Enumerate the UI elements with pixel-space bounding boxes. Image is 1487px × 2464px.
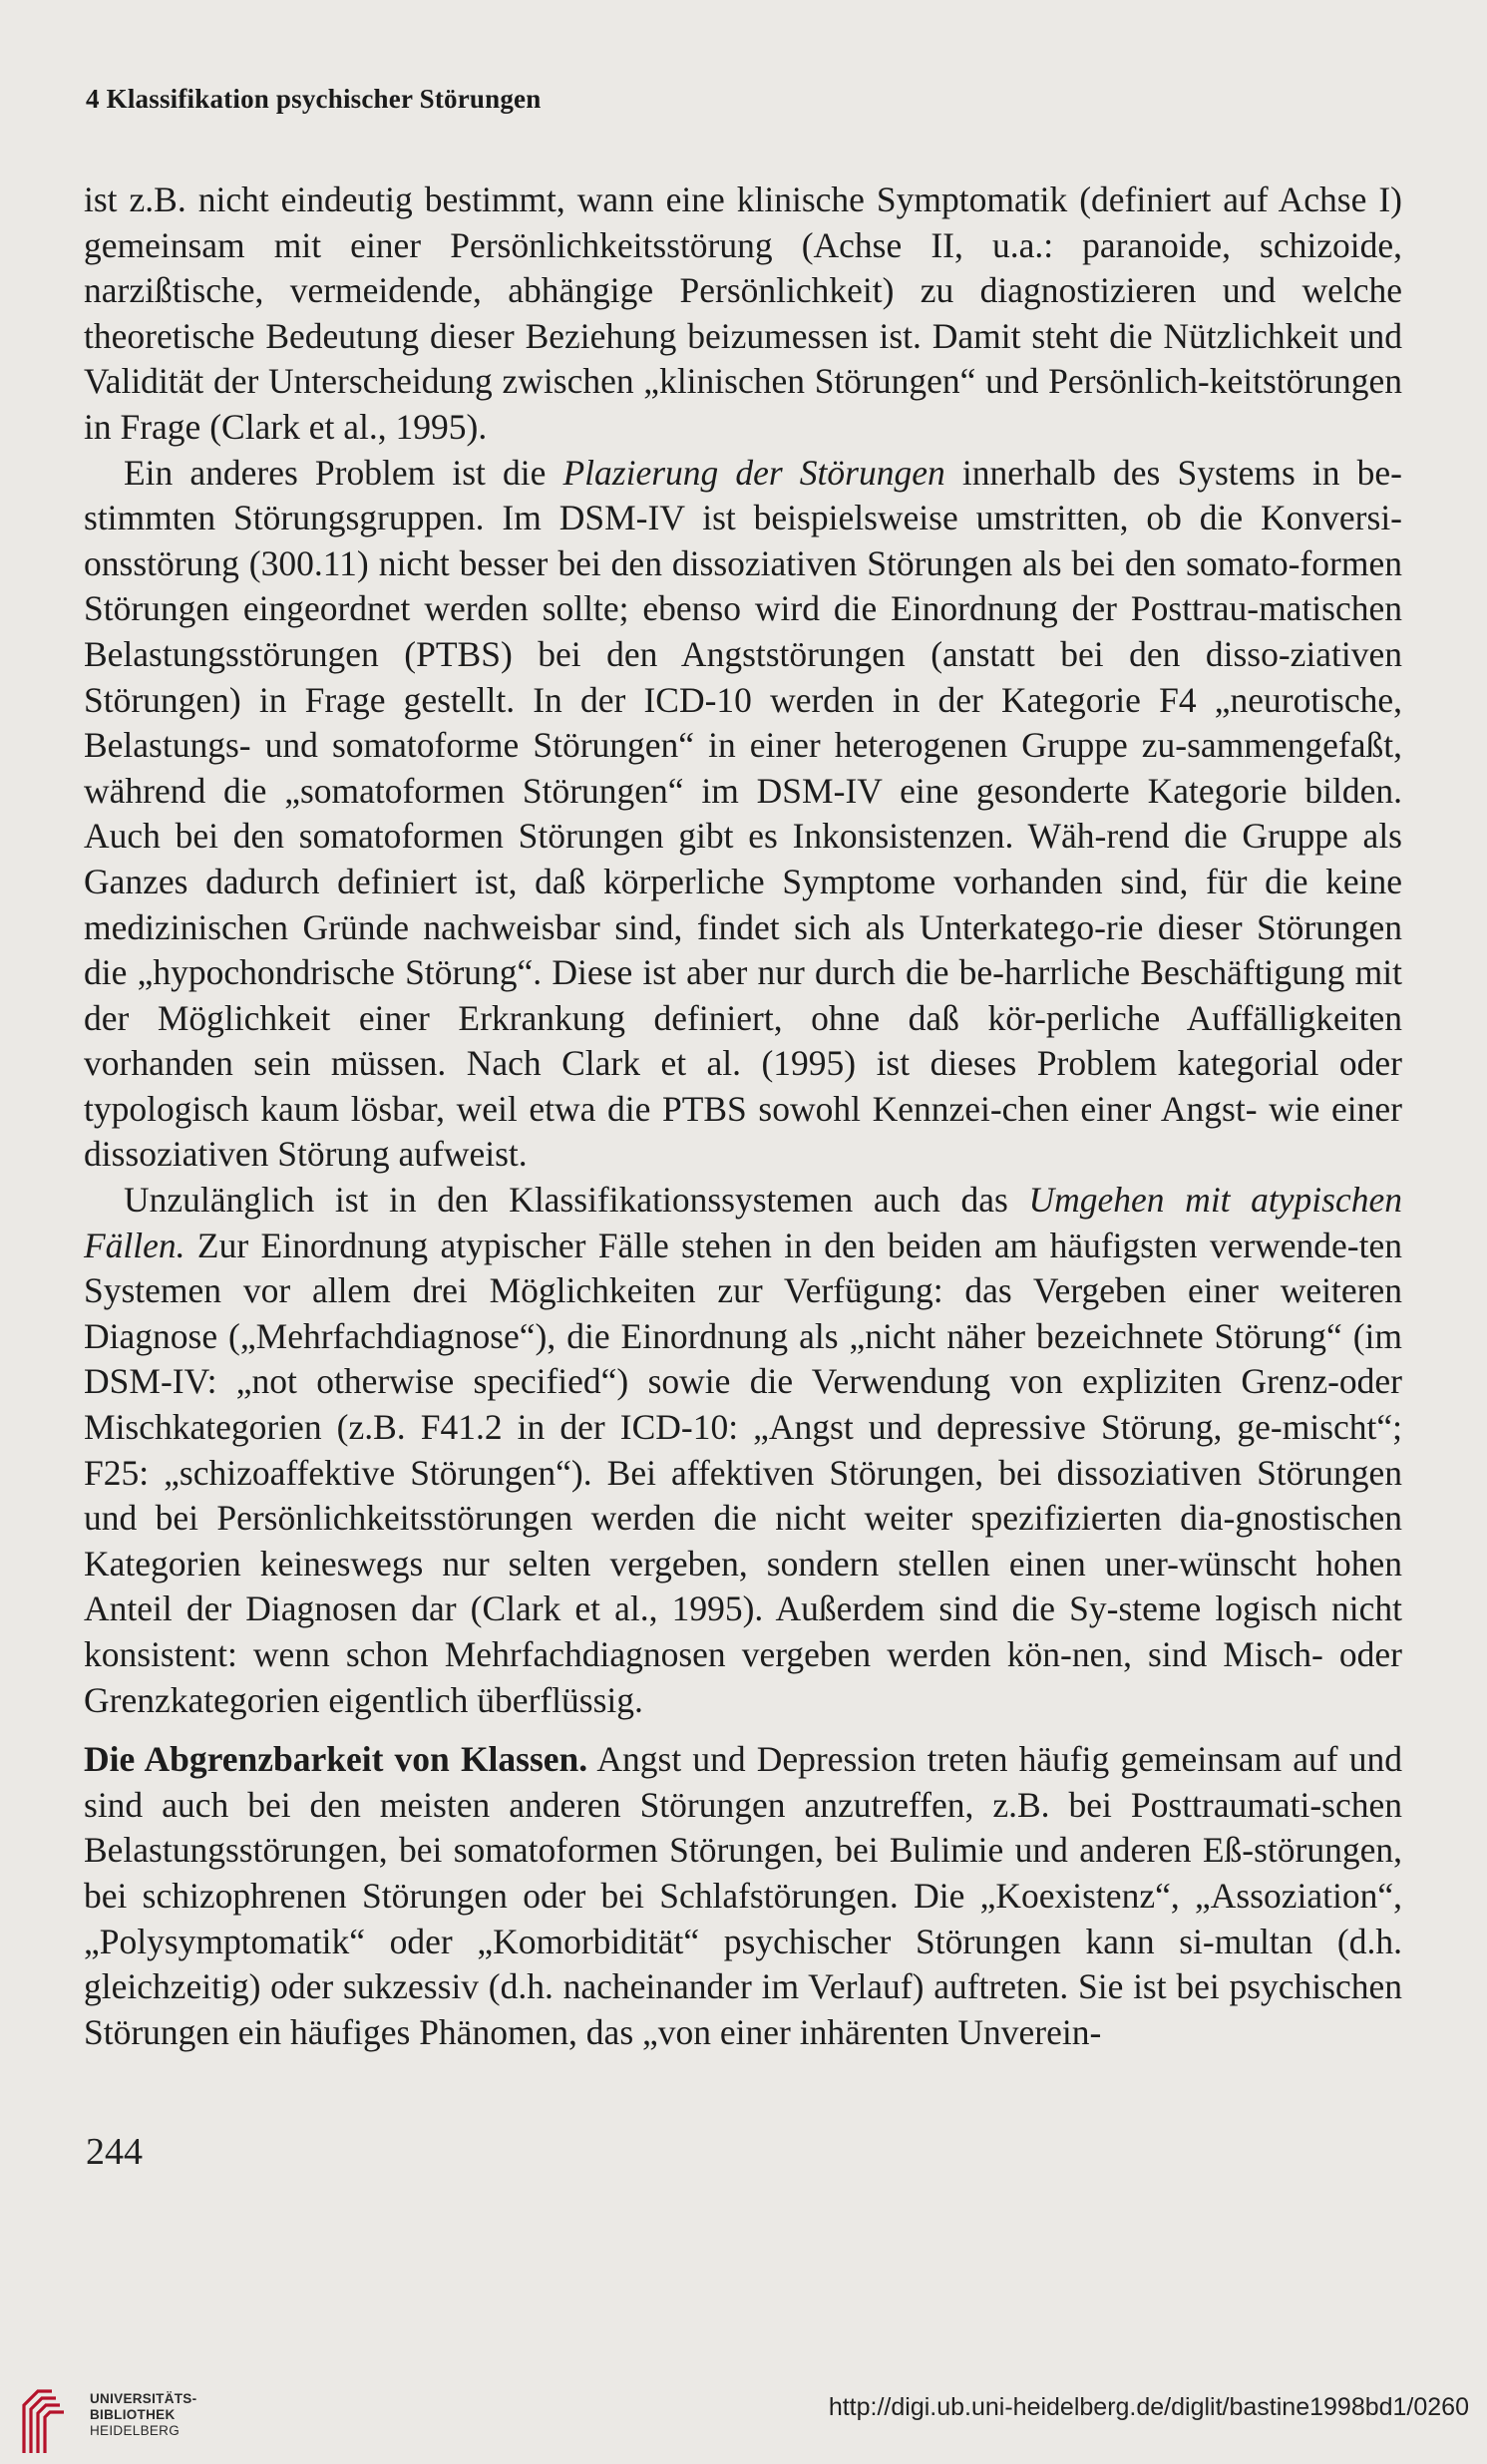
source-url-link[interactable]: http://digi.ub.uni-heidelberg.de/diglit/bastine1998bd1/0260: [828, 2393, 1469, 2421]
paragraph-3: [84, 1178, 1402, 1723]
paragraph-3-text-a: Unzulänglich ist in den Klassifikationssystemen auch das: [124, 1180, 1029, 1221]
paragraph-1: ist z.B. nicht eindeutig bestimmt, wann eine klinische Symptomatik (definiert auf Achse I) gemeinsam mit einer Persönlichkeitsstörung (Achse II, u.a.: paranoide, schizoide, narzißtische, vermeidende, abhängige Persönlichkeit) zu diagnostizieren und welche theoretische Bedeutung dieser Beziehung beizumessen ist. Damit steht die Nützlichkeit und Validität der Unterscheidung zwischen „klinischen Störungen“ und Persönlich-keitstörungen in Frage (Clark et al., 1995).: [84, 179, 1402, 447]
footer: [0, 2361, 1487, 2464]
paragraph-2-emphasis: Plazierung der Störungen: [562, 452, 945, 493]
paragraph-2: [84, 451, 1402, 1179]
paragraph-3-text-b: Zur Einordnung atypischer Fälle stehen in den beiden am häufigsten verwende-ten Systemen vor allem drei Möglichkeiten zur Verfügung: das Vergeben einer weiteren Diagnose („Mehrfachdiagnose“), die Einordnung als „nicht näher bezeichnete Störung“ (im DSM-IV: „not otherwise specified“) sowie die Verwendung von expliziten Grenz-oder Mischkategorien (z.B. F41.2 in der ICD-10: „Angst und depressive Störung, ge-mischt“; F25: „schizoaffektive Störungen“). Bei affektiven Störungen, bei dissoziativen Störungen und bei Persönlichkeitsstörungen werden die nicht weiter spezifizierten dia-gnostischen Kategorien keineswegs nur selten vergeben, sondern stellen einen uner-wünscht hohen Anteil der Diagnosen dar (Clark et al., 1995). Außerdem sind die Sy-steme logisch nicht konsistent: wenn schon Mehrfachdiagnosen vergeben werden kön-nen, sind Misch- oder Grenzkategorien eigentlich überflüssig.: [84, 1225, 1402, 1720]
library-logo-icon: [16, 2375, 76, 2455]
library-name-line-1: UNIVERSITÄTS-: [90, 2391, 197, 2406]
paragraph-2-text-b: innerhalb des Systems in be-stimmten Störungsgruppen. Im DSM-IV ist beispielsweise umstritten, ob die Konversi-onsstörung (300.11) nicht besser bei den dissoziativen Störungen als bei den somato-formen Störungen eingeordnet werden sollte; ebenso wird die Einordnung der Posttrau-matischen Belastungsstörungen (PTBS) bei den Angststörungen (anstatt bei den disso-ziativen Störungen) in Frage gestellt. In der ICD-10 werden in der Kategorie F4 „neurotische, Belastungs- und somatoforme Störungen“ in einer heterogenen Gruppe zu-sammengefaßt, während die „somatoformen Störungen“ im DSM-IV eine gesonderte Kategorie bilden. Auch bei den somatoformen Störungen gibt es Inkonsistenzen. Wäh-rend die Gruppe als Ganzes dadurch definiert ist, daß körperliche Symptome vorhanden sind, für die keine medizinischen Gründe nachweisbar sind, findet sich als Unterkatego-rie dieser Störungen die „hypochondrische Störung“. Diese ist aber nur durch die be-harrliche Beschäftigung mit der Möglichkeit einer Erkrankung definiert, ohne daß kör-perliche Auffälligkeiten vorhanden sein müssen. Nach Clark et al. (1995) ist dieses Problem kategorial oder typologisch kaum lösbar, weil etwa die PTBS sowohl Kennzei-chen einer Angst- wie einer dissoziativen Störung aufweist.: [84, 452, 1402, 1175]
paragraph-4: [84, 1737, 1402, 2055]
paragraph-3-emphasis: Umgehen mit atypischen Fällen.: [84, 1180, 1402, 1265]
body-text: [84, 177, 1402, 2055]
running-head: 4 Klassifikation psychischer Störungen: [86, 84, 542, 114]
library-name: [90, 2391, 196, 2439]
page-number: 244: [86, 2131, 143, 2173]
library-name-line-3: HEIDELBERG: [90, 2423, 181, 2438]
paragraph-4-text: Angst und Depression treten häufig gemeinsam auf und sind auch bei den meisten anderen Störungen anzutreffen, z.B. bei Posttraumati-schen Belastungsstörungen, bei somatoformen Störungen, bei Bulimie und anderen Eß-störungen, bei schizophrenen Störungen oder bei Schlafstörungen. Die „Koexistenz“, „Assoziation“, „Polysymptomatik“ oder „Komorbidität“ psychischer Störungen kann si-multan (d.h. gleichzeitig) oder sukzessiv (d.h. nacheinander im Verlauf) auftreten. Sie ist bei psychischen Störungen ein häufiges Phänomen, das „von einer inhärenten Unverein-: [84, 1739, 1403, 2052]
library-name-line-2: BIBLIOTHEK: [90, 2407, 176, 2422]
section-run-in-heading: Die Abgrenzbarkeit von Klassen.: [84, 1739, 588, 1780]
paragraph-2-text-a: Ein anderes Problem ist die: [124, 452, 563, 493]
